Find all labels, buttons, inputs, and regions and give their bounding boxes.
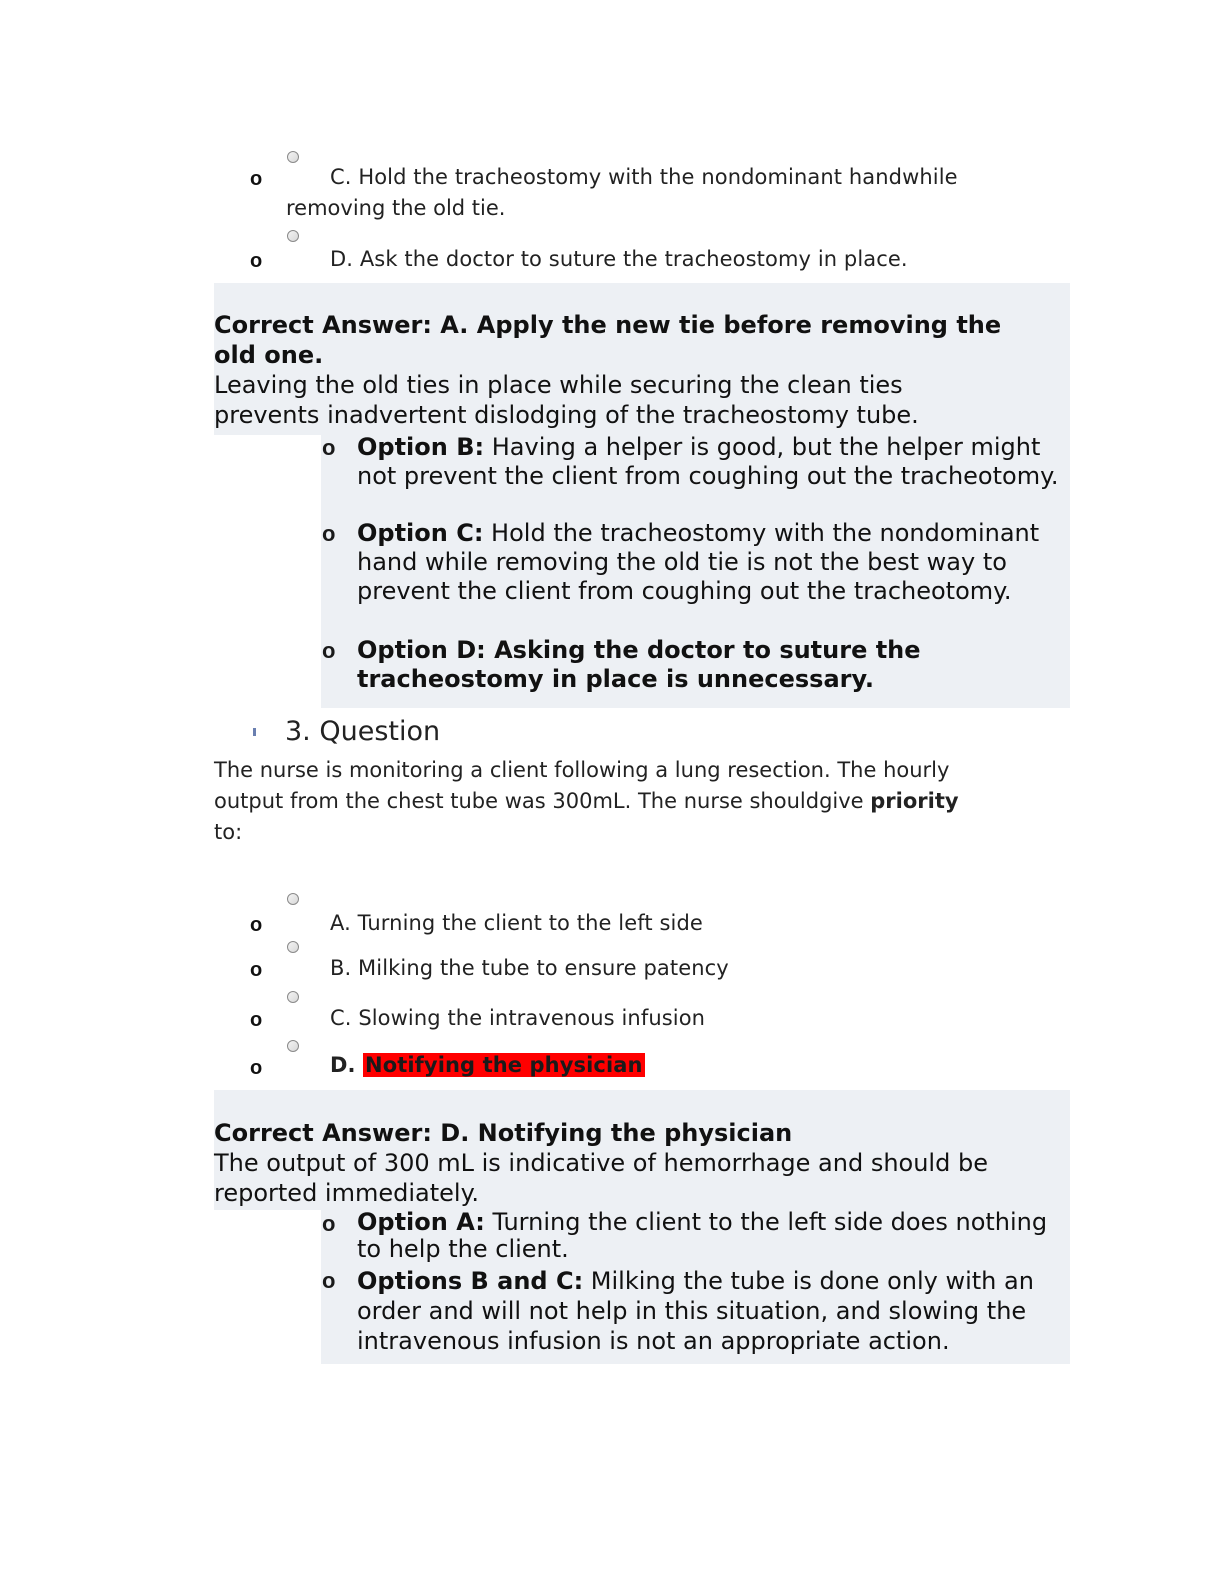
explanation-text xyxy=(357,636,1067,694)
option-explanation: Turning the client to the left side does nothing to help the client. xyxy=(357,1208,1048,1263)
question-stem-line xyxy=(214,786,1054,817)
list-bullet: o xyxy=(322,1268,336,1293)
option-explanation: Milking the tube is done only with an order and will not help in this situation, and slowing the intravenous infusion is not an appropriate action. xyxy=(357,1267,1034,1355)
explanation-text xyxy=(357,519,1067,606)
answer-explanation-cont: prevents inadvertent dislodging of the tracheostomy tube. xyxy=(214,401,919,429)
list-bullet: o xyxy=(322,521,336,546)
list-bullet: o xyxy=(250,1009,263,1031)
selected-answer-highlight: Notifying the physician xyxy=(365,1053,643,1077)
list-bullet: o xyxy=(322,1211,336,1236)
answer-explanation-cont: reported immediately. xyxy=(214,1179,479,1207)
radio-option-b[interactable] xyxy=(287,941,299,953)
list-bullet: o xyxy=(250,914,263,936)
explanation-text xyxy=(357,433,1067,491)
question-stem xyxy=(214,755,1054,848)
answer-explanation: The output of 300 mL is indicative of hemorrhage and should be xyxy=(214,1149,988,1177)
list-bullet: o xyxy=(250,168,263,190)
question-stem-line: to: xyxy=(214,820,243,844)
radio-option-a[interactable] xyxy=(287,893,299,905)
list-bullet: o xyxy=(250,250,263,272)
option-c-text: C. Slowing the intravenous infusion xyxy=(330,1006,706,1030)
option-explanation: Asking the doctor to suture the tracheostomy in place is unnecessary. xyxy=(357,636,921,693)
option-label: Option B: xyxy=(357,433,485,461)
option-label: Option C: xyxy=(357,519,484,547)
radio-option-c[interactable] xyxy=(287,991,299,1003)
option-c-text: C. Hold the tracheostomy with the nondominant handwhile xyxy=(330,165,958,189)
option-a-text: A. Turning the client to the left side xyxy=(330,911,703,935)
option-d-text xyxy=(330,1053,645,1077)
list-bullet: o xyxy=(250,959,263,981)
question-stem-text: output from the chest tube was 300mL. The nurse shouldgive xyxy=(214,789,871,813)
option-explanation: Hold the tracheostomy with the nondominant hand while removing the old tie is not the best way to prevent the client from coughing out the tracheotomy. xyxy=(357,519,1040,605)
explanation-text xyxy=(357,1209,1067,1263)
question-stem-line: The nurse is monitoring a client following a lung resection. The hourly xyxy=(214,758,950,782)
question-stem-emphasis: priority xyxy=(870,789,959,813)
answer-explanation: Leaving the old ties in place while securing the clean ties xyxy=(214,371,903,399)
radio-option-d[interactable] xyxy=(287,230,299,242)
option-c-text-cont: removing the old tie. xyxy=(286,196,506,220)
option-explanation: Having a helper is good, but the helper might not prevent the client from coughing out the tracheotomy. xyxy=(357,433,1059,490)
list-bullet: o xyxy=(250,1057,263,1079)
option-letter: D. xyxy=(330,1053,364,1077)
option-label: Options B and C: xyxy=(357,1267,584,1295)
correct-answer-title: Correct Answer: A. Apply the new tie before removing the xyxy=(214,311,1002,339)
radio-option-d[interactable] xyxy=(287,1040,299,1052)
option-label: Option A: xyxy=(357,1208,485,1236)
explanation-text xyxy=(357,1266,1067,1356)
radio-option-c[interactable] xyxy=(287,151,299,163)
list-bullet: o xyxy=(322,638,336,663)
question-title: 3. Question xyxy=(285,716,441,747)
option-d-text: D. Ask the doctor to suture the tracheostomy in place. xyxy=(330,247,908,271)
option-b-text: B. Milking the tube to ensure patency xyxy=(330,956,729,980)
option-label: Option D: xyxy=(357,636,486,664)
correct-answer-title-cont: old one. xyxy=(214,341,324,369)
list-bullet: o xyxy=(322,435,336,460)
question-bullet-icon xyxy=(253,728,256,736)
correct-answer-title: Correct Answer: D. Notifying the physician xyxy=(214,1119,793,1147)
